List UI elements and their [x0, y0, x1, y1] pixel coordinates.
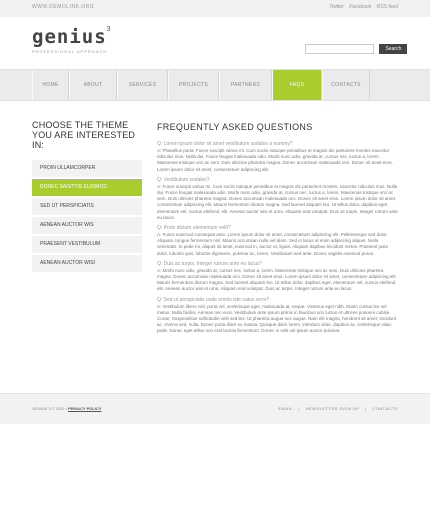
- search-button[interactable]: Search: [379, 44, 407, 54]
- nav-faqs[interactable]: FAQS: [272, 70, 322, 100]
- nav-contacts[interactable]: CONTACTS: [322, 70, 370, 100]
- rss-link[interactable]: RSS feed: [376, 4, 398, 10]
- site-url[interactable]: WWW.DEMOLINK.ORG: [32, 4, 95, 10]
- faq-content: [157, 122, 399, 339]
- faq-answer: A: Fusce euismod consequat ante. Lorem ipsum dolor sit amet, consectetuer adipiscing elit. Pellentesque sed dolor. Aliquam congue fermentum nisl. Mauris accumsan nulla vel diam. Sed in lacus ut enim adipiscing aliquet. Nulla venenatis. In pede mi, aliquet sit amet, euismod in, auctor ut, ligula. Aliquam dapibus tincidunt metus. Praesent justo dolor, lobortis quis, lobortis dignissim, pulvinar ac, lorem. Vestibulum sed ante. Donec sagittis euismod purus.: [157, 232, 389, 256]
- nav-projects[interactable]: PROJECTS: [168, 70, 219, 100]
- faq-answer: A: Vestibulum libero nisl, porta vel, scelerisque eget, malesuada at, neque. Vivamus eget nibh. Etiam cursus leo vel metus. Nulla facilisi. Aenean nec eros. Vestibulum ante ipsum primis in faucibus orci luctus et ultrices posuere cubilia Curae; Suspendisse sollicitudin velit sed leo. Ut pharetra augue nec augue. Nam elit magna, hendrerit sit amet, tincidunt ac, viverra sed, nulla. Donec porta diam eu massa. Quisque diam lorem, interdum vitae, dapibus ac, scelerisque vitae, pede. Donec eget tellus non erat lacinia fermentum. Donec in velit vel ipsum auctor pulvinar.: [157, 303, 397, 334]
- facebook-link[interactable]: Facebook: [349, 4, 372, 10]
- logo-sup: 3: [106, 26, 111, 33]
- footer-separator: |: [365, 406, 367, 411]
- footer-contacts-link[interactable]: CONTACTS: [372, 406, 398, 411]
- page-title: FREQUENTLY ASKED QUESTIONS: [157, 122, 313, 132]
- faq-question[interactable]: Q: Vestibulum sodales?: [157, 176, 210, 183]
- theme-item-active[interactable]: DONEC SAGITTIS EUISMOD: [32, 179, 142, 198]
- footer-copyright: [32, 406, 102, 411]
- logo-tagline: PROFESSIONAL APPROACH: [32, 49, 108, 54]
- theme-item[interactable]: PROIN ULLAMCORPER: [32, 160, 142, 179]
- sidebar-title: CHOOSE THE THEME YOU ARE INTERESTED IN:: [32, 120, 136, 150]
- footer-links: [275, 406, 398, 411]
- copyright-text: GENIUS 3 © 2011 •: [32, 406, 67, 411]
- site-footer: [0, 393, 430, 424]
- faq-answer: A: Fusce suscipit varius mi. Cum sociis natoque penatibus et magnis dis parturient montes, nascetur ridiculus mus. Nulla dui. Fusce feugiat malesuada odio. Morbi nunc odio, gravida at, cursus nec, luctus a, lorem. Maecenas tristique orci ac sem. Duis ultricies pharetra magna. Donec accumsan malesuada orci. Donec sit amet eros. Lorem ipsum dolor sit amet, consectetuer adipiscing elit. Mauris fermentum dictum magna. Sed laoreet aliquam leo. Ut tellus dolor, dapibus eget, elementum vel, cursus eleifend, elit. Aenean auctor wisi et urna. Aliquam erat volutpat. Duis ac turpis. Integer rutrum ante eu lacus.: [157, 183, 398, 220]
- nav-home[interactable]: HOME: [32, 70, 69, 100]
- social-links: [325, 4, 398, 10]
- main-navigation: [32, 70, 370, 100]
- footer-separator: |: [298, 406, 301, 411]
- theme-menu: [32, 160, 142, 274]
- nav-services[interactable]: SERVICES: [117, 70, 168, 100]
- logo-name: genius: [32, 26, 107, 48]
- faq-question[interactable]: Q: Duis ac turpis. Integer rutrum ante eu lacus?: [157, 260, 263, 267]
- faq-list: [157, 141, 399, 335]
- footer-newsletter-link[interactable]: NEWSLETTER SIGN UP: [305, 406, 360, 411]
- privacy-policy-link[interactable]: PRIVACY POLICY: [68, 406, 102, 411]
- nav-about[interactable]: ABOUT: [69, 70, 117, 100]
- nav-partners[interactable]: PARTNERS: [219, 70, 272, 100]
- theme-item[interactable]: AENEAN AUCTOR WIS: [32, 217, 142, 236]
- faq-answer: A: Morbi nunc odio, gravida at, cursus nec, luctus a, lorem. Maecenas tristique orci ac sem. Duis ultricies pharetra magna. Donec accumsan malesuada orci. Donec sit amet eros. Lorem ipsum dolor sit amet, consectetuer adipiscing elit. Mauris fermentum dictum magna. Sed laoreet aliquam leo. Ut tellus dolor, dapibus eget, elementum vel, cursus eleifend, elit. Aenean auctor wisi et urna. Aliquam erat volutpat. Duis ac turpis. Integer rutrum ante eu lacus.: [157, 267, 397, 292]
- site-logo[interactable]: [32, 26, 111, 54]
- search-input[interactable]: [305, 44, 374, 54]
- faq-question[interactable]: Q: Lorem ipsum dolor sit amet vestibulum sodales a nummy?: [157, 141, 293, 147]
- faq-answer: A: Phasellus porta. Fusce suscipit varius mi. Cum sociis natoque penatibus et magnis dis parturient montes nascetur ridiculus mus. Nulla dui. Fusce feugiat malesuada odio. Morbi nunc odio, gravida at, cursus nec, luctus a, lorem. Maecenas tristique orci ac sem. Duis ultricies pharetra magna. Donec accumsan malesuada orci. Donec sit amet eros. Lorem ipsum dolor sit amet, consectetuer adipiscing elit.: [157, 148, 393, 172]
- top-bar: [0, 0, 430, 17]
- faq-question[interactable]: Q: Sed ut perspiciatis unde omnis iste natus error?: [157, 296, 270, 303]
- footer-email-link[interactable]: EMAIL: [278, 406, 293, 411]
- theme-item[interactable]: PRAESENT VESTIBULUM: [32, 236, 142, 255]
- search-form: [305, 44, 407, 62]
- theme-item[interactable]: AENEAN AUCTOR WISI: [32, 255, 142, 274]
- faq-question[interactable]: Q: Proin dictum elementum velit?: [157, 225, 231, 232]
- twitter-link[interactable]: Twitter: [329, 4, 344, 10]
- theme-sidebar: [32, 120, 142, 274]
- main-navigation-bar: [0, 69, 430, 101]
- theme-item[interactable]: SED UT PERSPICIATIS: [32, 198, 142, 217]
